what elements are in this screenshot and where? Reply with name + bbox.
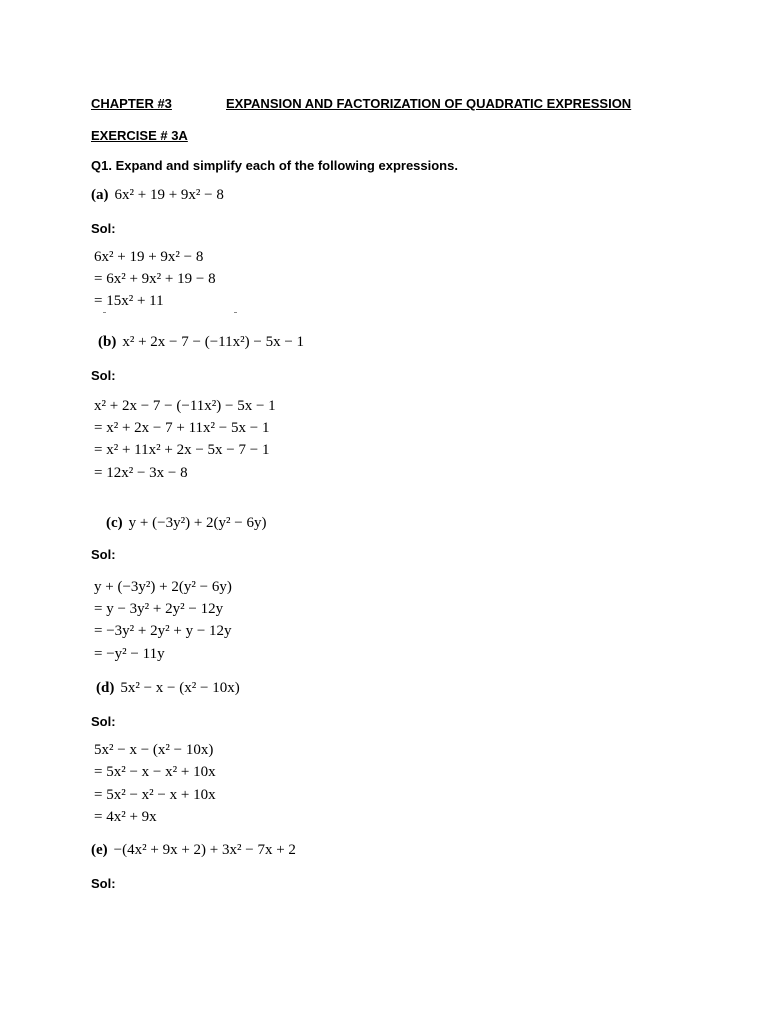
question-text: Q1. Expand and simplify each of the following expressions. <box>91 158 458 173</box>
part-d-step: 5x² − x − (x² − 10x) <box>94 742 214 758</box>
part-b-step: x² + 2x − 7 − (−11x²) − 5x − 1 <box>94 398 276 414</box>
part-a-expression <box>91 186 224 204</box>
part-b-sol-label: Sol: <box>91 368 116 383</box>
part-a-expr: 6x² + 19 + 9x² − 8 <box>114 187 224 203</box>
part-b-expression <box>98 333 304 351</box>
part-a-step: = 6x² + 9x² + 19 − 8 <box>94 271 216 287</box>
part-d-step: = 5x² − x − x² + 10x <box>94 764 216 780</box>
part-d-expr: 5x² − x − (x² − 10x) <box>120 680 240 696</box>
part-c-step: = y − 3y² + 2y² − 12y <box>94 601 224 617</box>
part-d-label: (d) <box>96 680 115 696</box>
part-c-step: y + (−3y²) + 2(y² − 6y) <box>94 579 232 595</box>
part-a-label: (a) <box>91 187 109 203</box>
exercise-title: EXERCISE # 3A <box>91 128 188 143</box>
part-c-sol-label: Sol: <box>91 547 116 562</box>
part-b-label: (b) <box>98 334 117 350</box>
chapter-title: EXPANSION AND FACTORIZATION OF QUADRATIC EXPRESSION <box>226 96 632 111</box>
part-e-label: (e) <box>91 842 108 858</box>
part-a-step: 6x² + 19 + 9x² − 8 <box>94 249 204 265</box>
part-d-step: = 5x² − x² − x + 10x <box>94 787 216 803</box>
part-e-expr: −(4x² + 9x + 2) + 3x² − 7x + 2 <box>113 842 296 858</box>
part-c-step: = −3y² + 2y² + y − 12y <box>94 623 232 639</box>
part-d-step: = 4x² + 9x <box>94 809 157 825</box>
part-c-step: = −y² − 11y <box>94 646 165 662</box>
part-b-step: = x² + 2x − 7 + 11x² − 5x − 1 <box>94 420 270 436</box>
part-a-sol-label: Sol: <box>91 221 116 236</box>
part-c-label: (c) <box>106 515 123 531</box>
part-b-step: = x² + 11x² + 2x − 5x − 7 − 1 <box>94 442 270 458</box>
part-b-expr: x² + 2x − 7 − (−11x²) − 5x − 1 <box>122 334 305 350</box>
part-c-expression <box>106 514 266 532</box>
part-b-step: = 12x² − 3x − 8 <box>94 465 188 481</box>
part-d-expression <box>96 679 240 697</box>
part-d-sol-label: Sol: <box>91 714 116 729</box>
chapter-number: CHAPTER #3 <box>91 96 172 111</box>
scan-mark <box>234 312 237 313</box>
part-c-expr: y + (−3y²) + 2(y² − 6y) <box>128 515 267 531</box>
part-a-step: = 15x² + 11 <box>94 293 164 309</box>
part-e-sol-label: Sol: <box>91 876 116 891</box>
scan-mark <box>103 312 106 313</box>
part-e-expression <box>91 841 296 859</box>
